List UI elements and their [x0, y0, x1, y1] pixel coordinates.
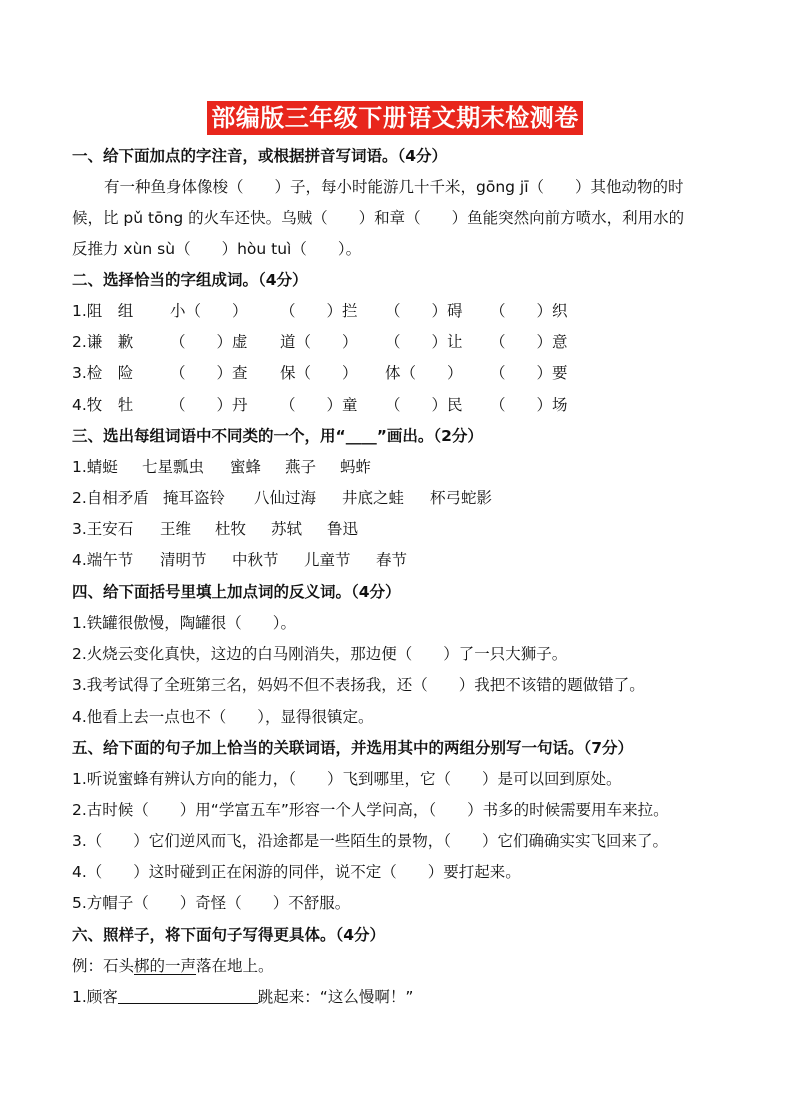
section-6-item: [72, 985, 732, 1007]
item-suffix: 跳起来：“这么慢啊！”: [257, 988, 414, 1006]
section-1-heading: 一、给下面加点的字注音，或根据拼音写词语。（4分）: [72, 147, 448, 165]
blank-cell: （ ）查: [170, 364, 248, 382]
word: 3.王安石: [72, 520, 134, 538]
example-suffix: 落在地上。: [196, 957, 274, 975]
section-5-heading: 五、给下面的句子加上恰当的关联词语，并选用其中的两组分别写一句话。（7分）: [72, 739, 634, 757]
row-label: 1.阻 组: [72, 302, 134, 320]
section-6-example: [72, 954, 732, 976]
blank-cell: （ ）让: [385, 333, 463, 351]
answer-blank-line[interactable]: [118, 989, 258, 1004]
item-prefix: 1.顾客: [72, 988, 118, 1006]
blank-cell: 保（ ）: [280, 364, 358, 382]
word: 燕子: [285, 458, 317, 476]
word: 春节: [376, 551, 408, 569]
section-4-heading: 四、给下面括号里填上加点词的反义词。（4分）: [72, 583, 401, 601]
section-2-heading: 二、选择恰当的字组成词。（4分）: [72, 271, 308, 289]
word: 清明节: [160, 551, 207, 569]
word: 杜牧: [215, 520, 247, 538]
section-4-item: 3.我考试得了全班第三名，妈妈不但不表扬我，还（ ）我把不该错的题做错了。: [72, 676, 645, 694]
section-3-row: [72, 517, 732, 539]
word: 4.端午节: [72, 551, 134, 569]
section-3-row: [72, 486, 732, 508]
section-2-row: [72, 299, 732, 321]
section-1-line-2: 候，比 pǔ tōng 的火车还快。乌贼（ ）和章（ ）鱼能突然向前方喷水，利用水的: [72, 209, 685, 227]
section-3-heading: 三、选出每组词语中不同类的一个，用“____”画出。（2分）: [72, 427, 483, 445]
section-5-item: 4.（ ）这时碰到正在闲游的同伴，说不定（ ）要打起来。: [72, 863, 521, 881]
section-2-row: [72, 330, 732, 352]
row-label: 3.检 险: [72, 364, 134, 382]
section-4-item: 4.他看上去一点也不（ ），显得很镇定。: [72, 708, 374, 726]
word: 蜜蜂: [230, 458, 262, 476]
example-underlined: 梆的一声: [134, 957, 197, 975]
word: 七星瓢虫: [142, 458, 205, 476]
section-4-item: 2.火烧云变化真快，这边的白马刚消失，那边便（ ）了一只大狮子。: [72, 645, 568, 663]
word: 杯弓蛇影: [430, 489, 493, 507]
blank-cell: （ ）拦: [280, 302, 358, 320]
section-5-item: 1.听说蜜蜂有辨认方向的能力，（ ）飞到哪里，它（ ）是可以回到原处。: [72, 770, 622, 788]
section-1-line-3: 反推力 xùn sù（ ）hòu tuì（ ）。: [72, 240, 362, 258]
blank-cell: 小（ ）: [170, 302, 248, 320]
section-6-heading: 六、照样子，将下面句子写得更具体。（4分）: [72, 926, 386, 944]
blank-cell: （ ）意: [490, 333, 568, 351]
word: 2.自相矛盾: [72, 489, 149, 507]
blank-cell: （ ）织: [490, 302, 568, 320]
blank-cell: （ ）丹: [170, 396, 248, 414]
example-prefix: 例：石头: [72, 957, 135, 975]
word: 王维: [160, 520, 192, 538]
section-2-row: [72, 361, 732, 383]
word: 井底之蛙: [342, 489, 405, 507]
word: 1.蜻蜓: [72, 458, 118, 476]
word: 八仙过海: [254, 489, 317, 507]
blank-cell: （ ）要: [490, 364, 568, 382]
blank-cell: （ ）民: [385, 396, 463, 414]
word: 苏轼: [271, 520, 303, 538]
blank-cell: 体（ ）: [385, 364, 463, 382]
blank-cell: （ ）场: [490, 396, 568, 414]
blank-cell: （ ）童: [280, 396, 358, 414]
page-title: 部编版三年级下册语文期末检测卷: [207, 101, 583, 135]
section-2-row: [72, 393, 732, 415]
section-4-item: 1.铁罐很傲慢，陶罐很（ ）。: [72, 614, 297, 632]
section-1-line-1: 有一种鱼身体像梭（ ）子，每小时能游几十千米，gōng jī（ ）其他动物的时: [104, 178, 684, 196]
section-5-item: 3.（ ）它们逆风而飞，沿途都是一些陌生的景物，（ ）它们确确实实飞回来了。: [72, 832, 669, 850]
blank-cell: （ ）碍: [385, 302, 463, 320]
word: 蚂蚱: [340, 458, 372, 476]
word: 鲁迅: [327, 520, 359, 538]
blank-cell: 道（ ）: [280, 333, 358, 351]
section-3-row: [72, 455, 732, 477]
row-label: 4.牧 牡: [72, 396, 134, 414]
word: 中秋节: [232, 551, 279, 569]
word: 掩耳盗铃: [163, 489, 226, 507]
section-5-item: 5.方帽子（ ）奇怪（ ）不舒服。: [72, 894, 351, 912]
blank-cell: （ ）虚: [170, 333, 248, 351]
word: 儿童节: [304, 551, 351, 569]
row-label: 2.谦 歉: [72, 333, 134, 351]
title-banner: [0, 101, 790, 135]
section-5-item: 2.古时候（ ）用“学富五车”形容一个人学问高，（ ）书多的时候需要用车来拉。: [72, 801, 669, 819]
section-3-row: [72, 548, 732, 570]
